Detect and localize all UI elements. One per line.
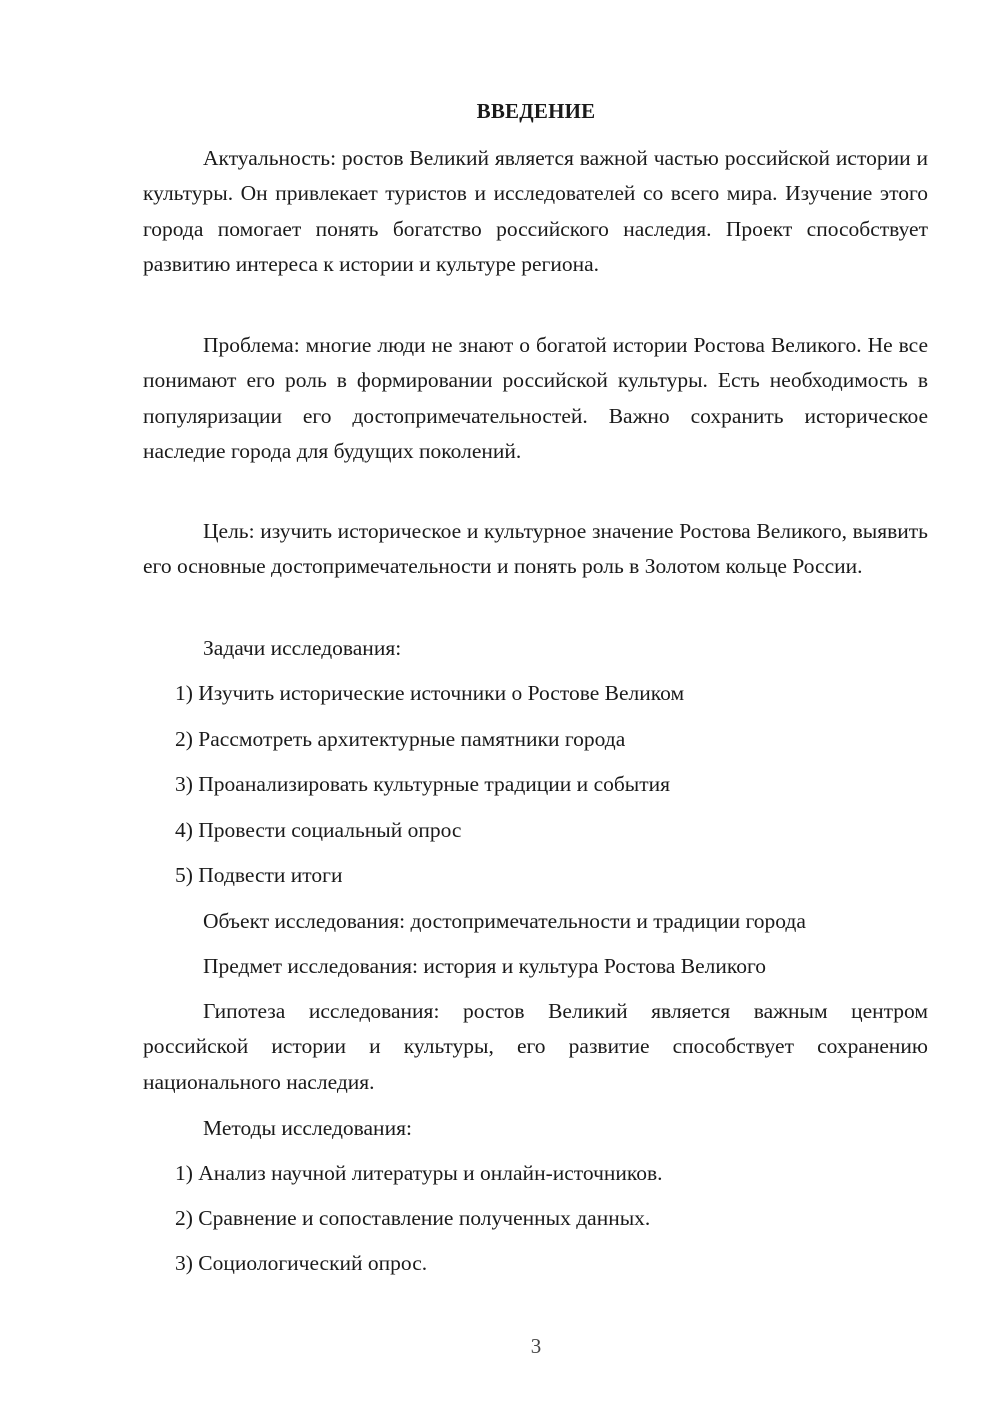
page-number: 3 [530,1334,542,1358]
task-item: 1) Изучить исторические источники о Ростове Великом [175,681,685,705]
task-item: 2) Рассмотреть архитектурные памятники города [175,727,626,751]
tasks-heading: Задачи исследования: [203,636,402,660]
problem-paragraph: Проблема: многие люди не знают о богатой истории Ростова Великого. Не все понимают его роль в формировании российской культуры. Есть необходимость в популяризации его достопримечательностей. Важно сохранить историческое наследие города для будущих поколений. [143,333,928,463]
research-subject: Предмет исследования: история и культура Ростова Великого [203,954,766,978]
method-item: 1) Анализ научной литературы и онлайн-источников. [175,1161,663,1185]
relevance-paragraph: Актуальность: ростов Великий является важной частью российской истории и культуры. Он привлекает туристов и исследователей со всего мира. Изучение этого города помогает понять богатство российского наследия. Проект способствует развитию интереса к истории и культуре региона. [143,146,928,276]
research-object: Объект исследования: достопримечательности и традиции города [203,909,806,933]
hypothesis-paragraph: Гипотеза исследования: ростов Великий является важным центром российской истории и культуры, его развитие способствует сохранению национального наследия. [143,999,928,1094]
task-item: 3) Проанализировать культурные традиции и события [175,772,671,796]
method-item: 2) Сравнение и сопоставление полученных данных. [175,1206,651,1230]
method-item: 3) Социологический опрос. [175,1251,428,1275]
task-item: 4) Провести социальный опрос [175,818,462,842]
section-title: ВВЕДЕНИЕ [476,99,596,123]
goal-paragraph: Цель: изучить историческое и культурное значение Ростова Великого, выявить его основные достопримечательности и понять роль в Золотом кольце России. [143,519,928,579]
task-item: 5) Подвести итоги [175,863,343,887]
methods-heading: Методы исследования: [203,1116,412,1140]
